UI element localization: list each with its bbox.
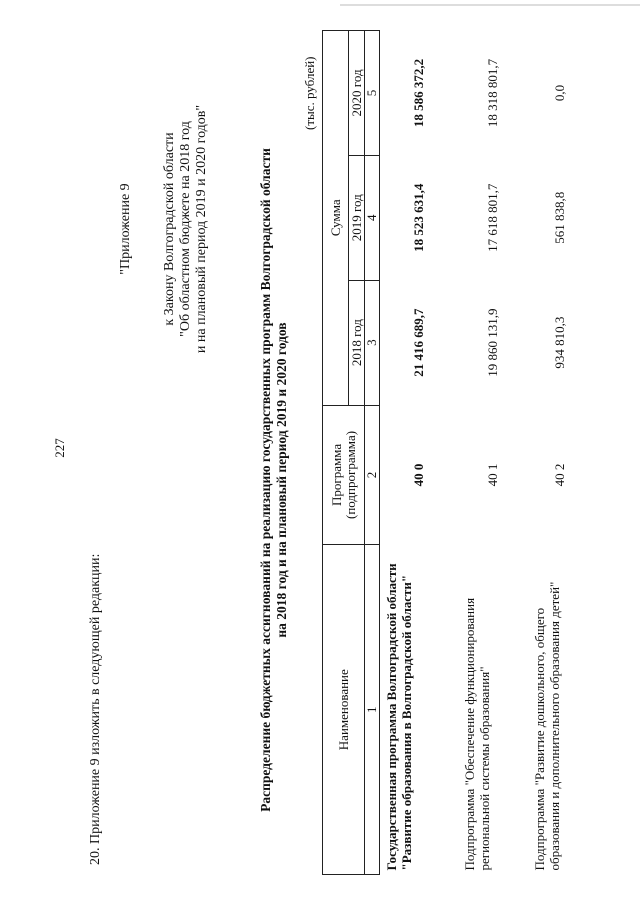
appendix-line-2: "Об областном бюджете на 2018 год [178, 121, 193, 337]
col-number-1: 1 [365, 545, 380, 875]
row-value-2020: 18 586 372,2 [410, 58, 426, 128]
col-number-4: 4 [365, 155, 380, 280]
row-code: 40 1 [484, 463, 500, 487]
document-title-line-1: Распределение бюджетных ассигнований на реализацию государственных программ Волгоградской области [258, 148, 273, 812]
document-title [258, 115, 290, 845]
page-number: 227 [52, 438, 67, 458]
col-number-5: 5 [365, 31, 380, 156]
row-name: Подпрограмма "Обеспечение функционирования региональной системы образования" [461, 597, 492, 871]
header-year-2018: 2018 год [349, 280, 365, 405]
row-value-2020: 18 318 801,7 [484, 58, 500, 128]
col-number-3: 3 [365, 280, 380, 405]
appendix-line-1: к Закону Волгоградской области [162, 132, 177, 326]
col-number-2: 2 [365, 405, 380, 545]
header-name: Наименование [323, 545, 365, 875]
intro-text: 20. Приложение 9 изложить в следующей редакции: [88, 553, 103, 865]
row-code: 40 0 [410, 463, 426, 487]
row-value-2018: 19 860 131,9 [484, 308, 500, 377]
table-row [528, 31, 592, 875]
header-year-2020: 2020 год [349, 31, 365, 156]
units-label: (тыс. рублей) [302, 56, 317, 130]
row-value-2019: 561 838,8 [551, 191, 567, 244]
row-name: Подпрограмма "Развитие дошкольного, общего образования и дополнительного образования детей" [531, 581, 562, 871]
appendix-title: "Приложение 9 [118, 183, 133, 275]
table-row [380, 31, 458, 875]
header-sum: Сумма [323, 31, 349, 406]
row-value-2018: 21 416 689,7 [410, 308, 426, 377]
table-row [458, 31, 528, 875]
row-value-2019: 18 523 631,4 [410, 183, 426, 252]
header-year-2019: 2019 год [349, 155, 365, 280]
row-name: Государственная программа Волгоградской области "Развитие образования в Волгоградской области" [384, 563, 414, 871]
row-code: 40 2 [551, 463, 567, 487]
appendix-line-3: и на плановый период 2019 и 2020 годов" [194, 104, 209, 354]
row-value-2020: 0,0 [551, 84, 567, 102]
row-value-2018: 934 810,3 [551, 316, 567, 369]
header-program: Программа (подпрограмма) [323, 405, 365, 545]
budget-table [322, 30, 592, 875]
document-title-line-2: на 2018 год и на плановый период 2019 и 2020 годов [274, 322, 289, 638]
row-value-2019: 17 618 801,7 [484, 183, 500, 252]
top-edge-rule [0, 0, 640, 10]
